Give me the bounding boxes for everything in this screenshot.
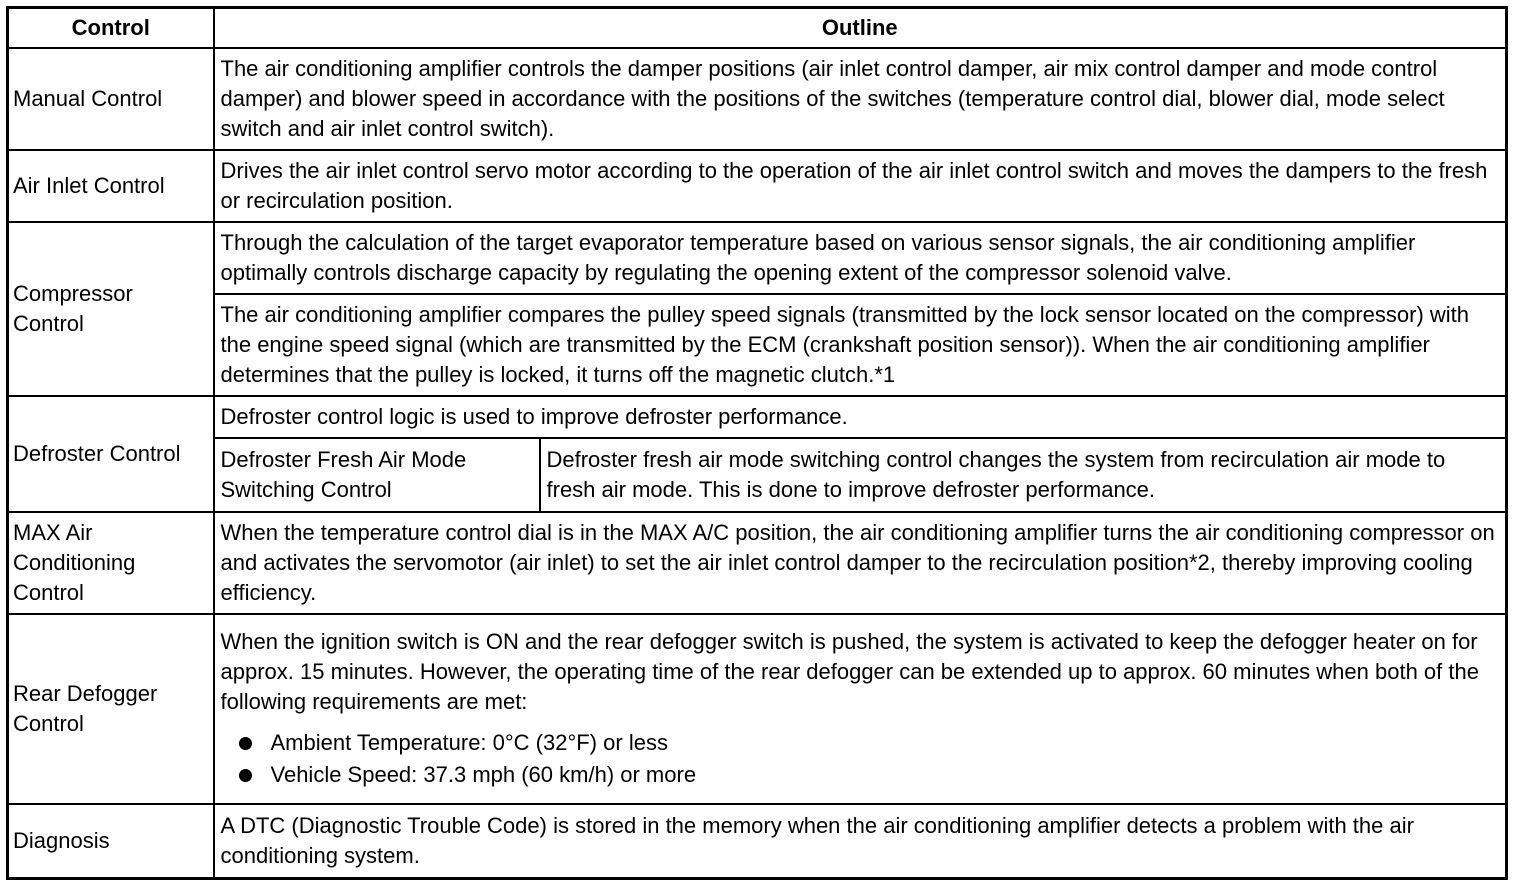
outline-rear-defogger: When the ignition switch is ON and the rear defogger switch is pushed, the system is activated to keep the defogger heater on for approx. 15 minutes. However, the operating time of the rear defogger can be extended up to approx. 60 minutes when both of the following requirements are met: xyxy=(220,629,1479,714)
requirement-vehicle-speed: Vehicle Speed: 37.3 mph (60 km/h) or more xyxy=(270,762,697,787)
header-outline: Outline xyxy=(214,8,1507,49)
table-row-compressor-control xyxy=(8,222,1507,294)
list-item xyxy=(233,759,1500,791)
control-manual: Manual Control xyxy=(8,48,214,150)
outline-max-ac: When the temperature control dial is in the MAX A/C position, the air conditioning amplifier turns the air conditioning compressor on and activates the servomotor (air inlet) to set the air inlet control damper to the recirculation position*2, thereby improving cooling efficiency. xyxy=(214,512,1507,614)
list-item xyxy=(233,727,1500,759)
header-control: Control xyxy=(8,8,214,49)
table-row-max-air-conditioning xyxy=(8,512,1507,614)
control-diagnosis: Diagnosis xyxy=(8,804,214,878)
control-compressor: Compressor Control xyxy=(8,222,214,396)
table-row-defroster-control xyxy=(8,396,1507,438)
control-air-inlet: Air Inlet Control xyxy=(8,150,214,222)
table-header-row xyxy=(8,8,1507,49)
control-rear-defogger: Rear Defogger Control xyxy=(8,614,214,804)
table-row-diagnosis xyxy=(8,804,1507,878)
sub-control-defroster-fresh-air: Defroster Fresh Air Mode Switching Control xyxy=(214,438,540,512)
table-row-manual-control xyxy=(8,48,1507,150)
outline-diagnosis: A DTC (Diagnostic Trouble Code) is stored in the memory when the air conditioning amplifier detects a problem with the air conditioning system. xyxy=(214,804,1507,878)
bullet-icon xyxy=(239,769,252,782)
table-row-compressor-lock xyxy=(8,294,1507,396)
control-max-ac: MAX Air Conditioning Control xyxy=(8,512,214,614)
table-row-defroster-fresh-air xyxy=(8,438,1507,512)
control-outline-table xyxy=(6,6,1508,880)
sub-outline-defroster-fresh-air: Defroster fresh air mode switching control changes the system from recirculation air mode to fresh air mode. This is done to improve defroster performance. xyxy=(540,438,1507,512)
bullet-icon xyxy=(239,737,252,750)
table-row-rear-defogger xyxy=(8,614,1507,804)
outline-compressor-1: Through the calculation of the target evaporator temperature based on various sensor signals, the air conditioning amplifier optimally controls discharge capacity by regulating the opening extent of the compressor solenoid valve. xyxy=(214,222,1507,294)
outline-manual: The air conditioning amplifier controls the damper positions (air inlet control damper, air mix control damper and mode control damper) and blower speed in accordance with the positions of the switches (temperature control dial, blower dial, mode select switch and air inlet control switch). xyxy=(214,48,1507,150)
rear-defogger-requirements xyxy=(221,727,1500,791)
requirement-ambient-temperature: Ambient Temperature: 0°C (32°F) or less xyxy=(270,730,668,755)
outline-defroster: Defroster control logic is used to improve defroster performance. xyxy=(214,396,1507,438)
control-defroster: Defroster Control xyxy=(8,396,214,512)
outline-compressor-2: The air conditioning amplifier compares the pulley speed signals (transmitted by the lock sensor located on the compressor) with the engine speed signal (which are transmitted by the ECM (crankshaft position sensor)). When the air conditioning amplifier determines that the pulley is locked, it turns off the magnetic clutch.*1 xyxy=(214,294,1507,396)
outline-air-inlet: Drives the air inlet control servo motor according to the operation of the air inlet control switch and moves the dampers to the fresh or recirculation position. xyxy=(214,150,1507,222)
table-row-air-inlet-control xyxy=(8,150,1507,222)
outline-rear-defogger-cell xyxy=(214,614,1507,804)
